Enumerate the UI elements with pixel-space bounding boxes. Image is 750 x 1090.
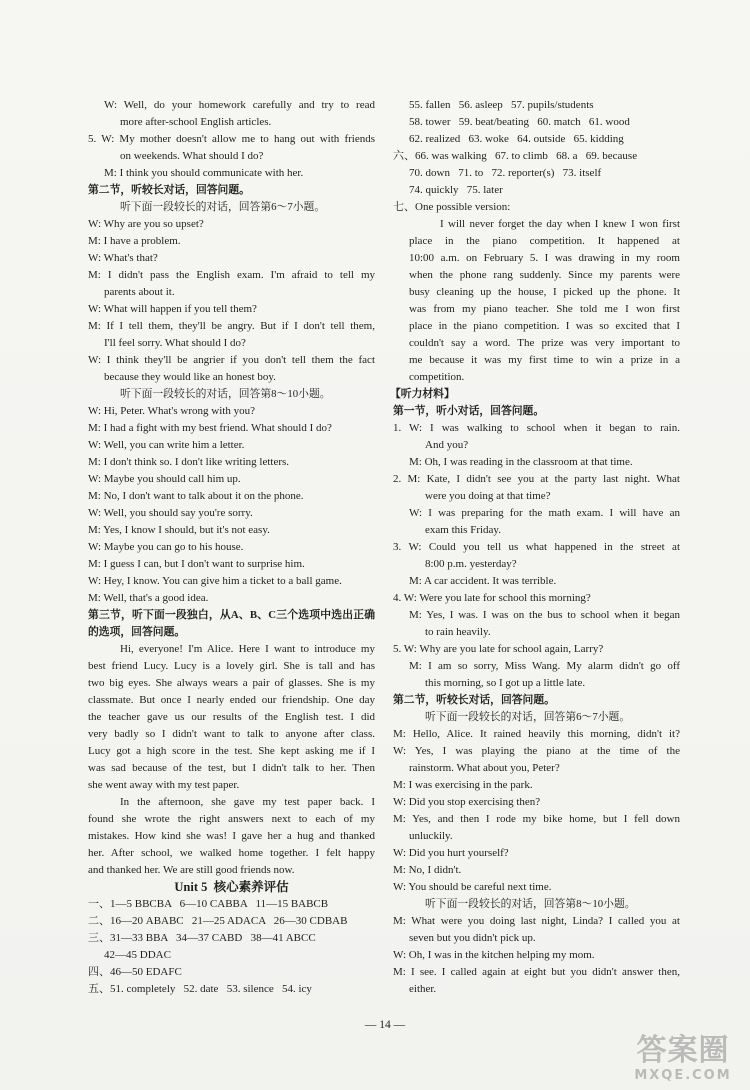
dialogue-line: M: I have a problem. <box>88 235 181 247</box>
dialogue-line: W: I think they'll be angrier if you don't tell them the fact <box>88 354 375 366</box>
dialogue-line: I'll feel sorry. What should I do? <box>104 337 246 349</box>
monologue-line: very badly so I didn't want to talk to anyone after class. <box>88 728 375 740</box>
dialogue-line: M: I didn't pass the English exam. I'm afraid to tell my <box>88 269 375 281</box>
instruction-line: 听下面一段较长的对话，回答第8～10小题。 <box>425 898 636 910</box>
dialogue-line: unluckily. <box>409 830 453 842</box>
dialogue-line: M: Yes, I was. I was on the bus to school when it began <box>409 609 680 621</box>
dialogue-line: W: Well, you can write him a letter. <box>88 439 245 451</box>
dialogue-line: M: Well, that's a good idea. <box>88 592 209 604</box>
dialogue-line: because they would like an honest boy. <box>104 371 276 383</box>
monologue-line: the teacher gave us our results of the English test. I did <box>88 711 375 723</box>
listening-material-tag: 【听力材料】 <box>390 388 455 400</box>
monologue-line: mistakes. How kind she was! I gave her a hug and thanked <box>88 830 375 842</box>
dialogue-line: more after-school English articles. <box>120 116 272 128</box>
answer-key-line: 五、51. completely 52. date 53. silence 54. icy <box>88 983 312 995</box>
essay-line: me because it was my first time to win a prize in a <box>409 354 680 366</box>
essay-heading: 七、One possible version: <box>393 201 511 213</box>
answer-key-line: 74. quickly 75. later <box>409 184 503 196</box>
dialogue-line: M: I guess I can, but I don't want to surprise him. <box>88 558 305 570</box>
dialogue-line: 1. W: I was walking to school when it began to rain. <box>393 422 680 434</box>
dialogue-line: M: I think you should communicate with her. <box>104 167 304 179</box>
dialogue-line: to rain heavily. <box>425 626 491 638</box>
dialogue-line: M: I had a fight with my best friend. What should I do? <box>88 422 332 434</box>
dialogue-line: were you doing at that time? <box>425 490 551 502</box>
dialogue-line: M: Hello, Alice. It rained heavily this morning, didn't it? <box>393 728 680 740</box>
dialogue-line: 4. W: Were you late for school this morning? <box>393 592 591 604</box>
dialogue-line: 5. W: Why are you late for school again, Larry? <box>393 643 604 655</box>
dialogue-line: seven but you didn't pick up. <box>409 932 536 944</box>
answer-key-line: 三、31—33 BBA 34—37 CABD 38—41 ABCC <box>88 932 316 944</box>
answer-key-line: 六、66. was walking 67. to climb 68. a 69. because <box>393 150 638 162</box>
unit-heading: Unit 5 核心素养评估 <box>174 880 289 894</box>
dialogue-line: rainstorm. What about you, Peter? <box>409 762 560 774</box>
section-heading: 的选项，回答问题。 <box>88 626 186 638</box>
section-heading: 第三节，听下面一段独白，从A、B、C三个选项中选出正确 <box>88 609 375 621</box>
monologue-line: In the afternoon, she gave my test paper back. I <box>120 796 375 808</box>
dialogue-line: W: Did you hurt yourself? <box>393 847 509 859</box>
dialogue-line: W: Maybe you can go to his house. <box>88 541 244 553</box>
watermark-logo-site: MXQE.COM <box>634 1068 732 1083</box>
dialogue-line: W: Well, you should say you're sorry. <box>88 507 253 519</box>
dialogue-line: this morning, so I got up a little late. <box>425 677 586 689</box>
essay-line: competition. <box>409 371 465 383</box>
monologue-line: and thanked her. We are still good friends now. <box>88 864 295 876</box>
essay-line: I will never forget the day when I knew I won first <box>440 218 680 230</box>
dialogue-line: W: What's that? <box>88 252 158 264</box>
watermark-logo <box>628 1034 738 1084</box>
dialogue-line: M: Yes, I know I should, but it's not easy. <box>88 524 270 536</box>
answer-key-line: 62. realized 63. woke 64. outside 65. kidding <box>409 133 624 145</box>
instruction-line: 听下面一段较长的对话，回答第6～7小题。 <box>425 711 631 723</box>
dialogue-line: 2. M: Kate, I didn't see you at the party last night. What <box>393 473 680 485</box>
essay-line: place in the piano competition. I was so excited that I <box>409 320 680 332</box>
dialogue-line: M: Oh, I was reading in the classroom at that time. <box>409 456 633 468</box>
essay-line: busy cleaning up the house, I picked up the phone. It <box>409 286 680 298</box>
dialogue-line: W: You should be careful next time. <box>393 881 552 893</box>
dialogue-line: M: A car accident. It was terrible. <box>409 575 557 587</box>
dialogue-line: W: Well, do your homework carefully and try to read <box>104 99 375 111</box>
answer-key-line: 55. fallen 56. asleep 57. pupils/students <box>409 99 594 111</box>
dialogue-line: W: Oh, I was in the kitchen helping my mom. <box>393 949 595 961</box>
dialogue-line: M: What were you doing last night, Linda? I called you at <box>393 915 680 927</box>
dialogue-line: M: I don't think so. I don't like writing letters. <box>88 456 290 468</box>
dialogue-line: W: I was preparing for the math exam. I will have an <box>409 507 680 519</box>
essay-line: place in the piano competition. It happened at <box>409 235 680 247</box>
dialogue-line: parents about it. <box>104 286 175 298</box>
essay-line: couldn't say a word. The prize was very important to <box>409 337 680 349</box>
page-number: — 14 — <box>364 1019 406 1031</box>
dialogue-line: on weekends. What should I do? <box>120 150 264 162</box>
dialogue-line: M: No, I don't want to talk about it on the phone. <box>88 490 304 502</box>
monologue-line: Hi, everyone! I'm Alice. Here I want to introduce my <box>120 643 375 655</box>
dialogue-line: W: Hi, Peter. What's wrong with you? <box>88 405 255 417</box>
dialogue-line: M: No, I didn't. <box>393 864 462 876</box>
dialogue-line: either. <box>409 983 437 995</box>
monologue-line: she went away with my test paper. <box>88 779 240 791</box>
answer-key-line: 一、1—5 BBCBA 6—10 CABBA 11—15 BABCB <box>88 898 329 910</box>
instruction-line: 听下面一段较长的对话，回答第8～10小题。 <box>120 388 331 400</box>
dialogue-line: 5. W: My mother doesn't allow me to hang out with friends <box>88 133 375 145</box>
right-column <box>390 97 680 998</box>
dialogue-line: M: Yes, and then I rode my bike home, but I fell down <box>393 813 680 825</box>
monologue-line: was sad because of the test, but I didn't talk to her. Then <box>88 762 375 774</box>
left-column <box>88 97 375 998</box>
dialogue-line: W: Hey, I know. You can give him a ticket to a ball game. <box>88 575 342 587</box>
answer-key-line: 四、46—50 EDAFC <box>88 966 182 978</box>
dialogue-line: W: Maybe you should call him up. <box>88 473 241 485</box>
answer-key-line: 70. down 71. to 72. reporter(s) 73. itself <box>409 167 602 179</box>
section-heading: 第二节，听较长对话，回答问题。 <box>88 184 250 196</box>
section-heading: 第一节，听小对话，回答问题。 <box>393 405 545 417</box>
dialogue-line: M: I was exercising in the park. <box>393 779 533 791</box>
monologue-line: best friend Lucy. Lucy is a lovely girl. She is tall and has <box>88 660 375 672</box>
dialogue-line: W: Why are you so upset? <box>88 218 204 230</box>
dialogue-line: M: If I tell them, they'll be angry. But if I don't tell them, <box>88 320 375 332</box>
dialogue-line: M: I see. I called again at eight but you didn't answer then, <box>393 966 680 978</box>
essay-line: 10:00 a.m. on February 5. I was drawing in my room <box>409 252 680 264</box>
monologue-line: two big eyes. She always wears a pair of glasses. She is my <box>88 677 375 689</box>
answer-key-line: 二、16—20 ABABC 21—25 ADACA 26—30 CDBAB <box>88 915 348 927</box>
essay-line: was from my piano teacher. She told me I won first <box>409 303 680 315</box>
dialogue-line: W: Did you stop exercising then? <box>393 796 541 808</box>
answer-key-line: 42—45 DDAC <box>104 949 171 961</box>
monologue-line: classmate. But once I nearly ended our friendship. One day <box>88 694 375 706</box>
answer-key-line: 58. tower 59. beat/beating 60. match 61. wood <box>409 116 630 128</box>
dialogue-line: M: I am so sorry, Miss Wang. My alarm didn't go off <box>409 660 680 672</box>
dialogue-line: exam this Friday. <box>425 524 501 536</box>
dialogue-line: W: What will happen if you tell them? <box>88 303 257 315</box>
section-heading: 第二节，听较长对话，回答问题。 <box>393 694 555 706</box>
instruction-line: 听下面一段较长的对话，回答第6～7小题。 <box>120 201 326 213</box>
watermark-logo-mark: 答案圈 <box>636 1033 730 1068</box>
monologue-line: Lucy got a high score in the test. She kept asking me if I <box>88 745 375 757</box>
monologue-line: her. After school, we walked home together. I felt happy <box>88 847 375 859</box>
dialogue-line: 3. W: Could you tell us what happened in the street at <box>393 541 680 553</box>
monologue-line: found she wrote the right answers next to each of my <box>88 813 375 825</box>
dialogue-line: And you? <box>425 439 469 451</box>
essay-line: when the phone rang suddenly. Since my parents were <box>409 269 680 281</box>
dialogue-line: W: Yes, I was playing the piano at the time of the <box>393 745 680 757</box>
dialogue-line: 8:00 p.m. yesterday? <box>425 558 517 570</box>
